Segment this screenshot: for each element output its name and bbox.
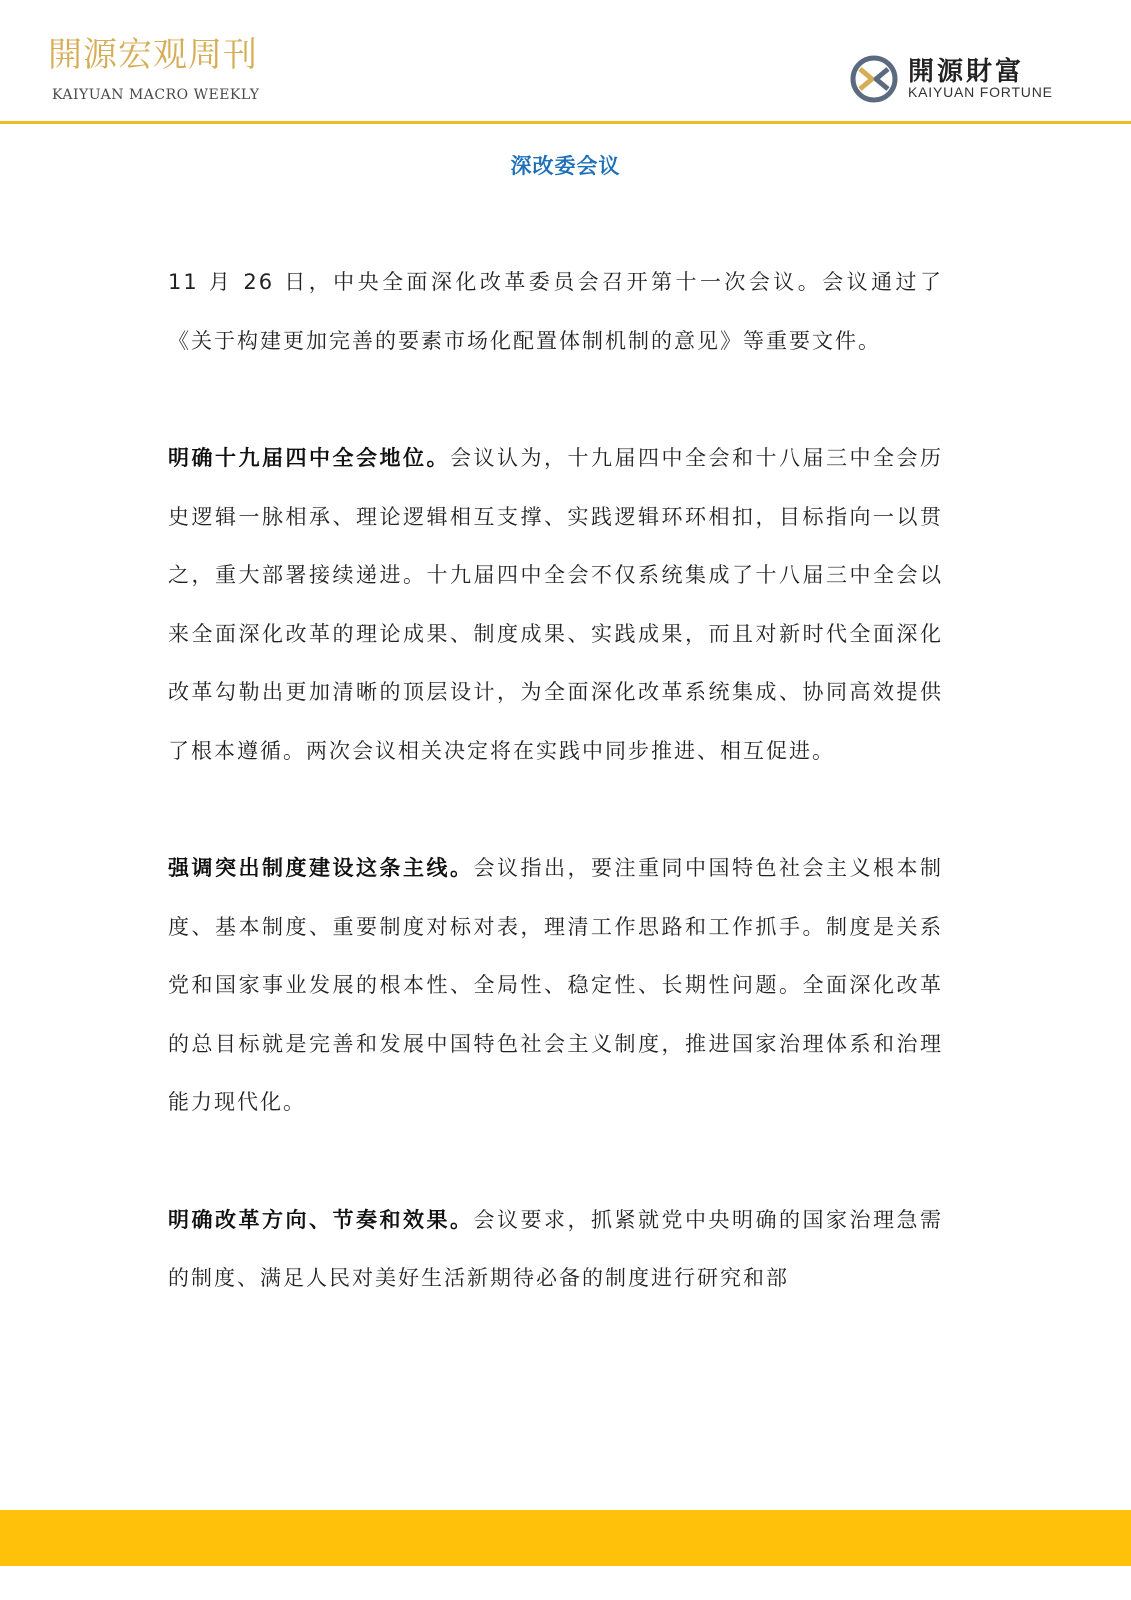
paragraph-lead: 强调突出制度建设这条主线。 xyxy=(168,856,474,880)
paragraph-lead: 明确改革方向、节奏和效果。 xyxy=(168,1207,474,1232)
paragraph-intro xyxy=(168,253,943,370)
logo-name-en: KAIYUAN FORTUNE xyxy=(908,84,1053,100)
article-body xyxy=(168,253,943,1367)
paragraph-direction xyxy=(168,1191,943,1308)
footer-bar xyxy=(0,1510,1131,1566)
kaiyuan-fortune-logo xyxy=(848,49,1088,109)
paragraph-status xyxy=(168,429,943,780)
publication-title: 開源宏观周刊 xyxy=(48,35,258,75)
page-header xyxy=(0,0,1131,124)
paragraph-text: 会议要求，抓紧就党中央明确的国家治理急需的制度、满足人民对美好生活新期待必备的制度进行研究和部 xyxy=(168,1207,943,1290)
paragraph-text: 11 月 26 日，中央全面深化改革委员会召开第十一次会议。会议通过了《关于构建更加完善的要素市场化配置体制机制的意见》等重要文件。 xyxy=(168,270,943,353)
kaiyuan-logo-icon xyxy=(848,53,900,105)
section-title: 深改委会议 xyxy=(510,154,621,178)
header-divider xyxy=(0,121,1131,124)
paragraph-text: 会议指出，要注重同中国特色社会主义根本制度、基本制度、重要制度对标对表，理清工作思路和工作抓手。制度是关系党和国家事业发展的根本性、全局性、稳定性、长期性问题。全面深化改革的总目标就是完善和发展中国特色社会主义制度，推进国家治理体系和治理能力现代化。 xyxy=(168,856,943,1114)
logo-name-cn: 開源財富 xyxy=(908,57,1025,87)
paragraph-lead: 明确十九届四中全会地位。 xyxy=(168,446,450,470)
publication-subtitle: KAIYUAN MACRO WEEKLY xyxy=(52,87,260,103)
paragraph-text: 会议认为，十九届四中全会和十八届三中全会历史逻辑一脉相承、理论逻辑相互支撑、实践逻辑环环相扣，目标指向一以贯之，重大部署接续递进。十九届四中全会不仅系统集成了十八届三中全会以来全面深化改革的理论成果、制度成果、实践成果，而且对新时代全面深化改革勾勒出更加清晰的顶层设计，为全面深化改革系统集成、协同高效提供了根本遵循。两次会议相关决定将在实践中同步推进、相互促进。 xyxy=(168,446,943,763)
paragraph-institution xyxy=(168,839,943,1132)
